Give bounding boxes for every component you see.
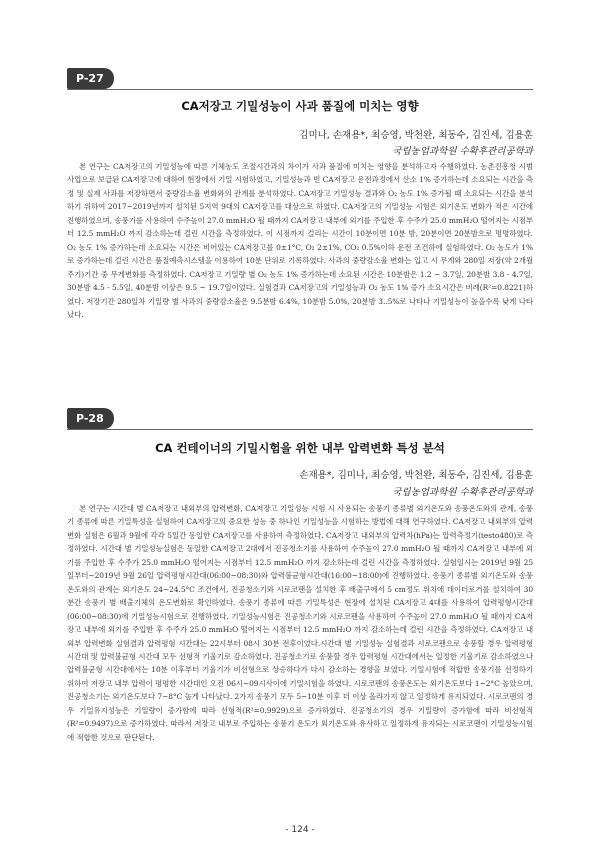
abstract-affiliation: 국립농업과학원 수확후관리공학과 xyxy=(392,146,533,157)
section-divider xyxy=(67,429,533,430)
abstract-affiliation: 국립농업과학원 수확후관리공학과 xyxy=(392,487,533,498)
abstract-authors: 김미나, 손재용*, 최승영, 박천완, 최동수, 김진세, 김용훈 xyxy=(299,130,533,141)
abstract-tag: P-28 xyxy=(67,408,114,429)
abstract-body: 본 연구는 시간대 별 CA저장고 내외부의 압력변화, CA저장고 기밀성능 시험 시 사용되는 송풍기 종류별 외기온도와 송풍온도와의 관계, 송풍기 종류에 따른 기밀특성을 실험하여 CA저장고의 중요한 성능 중 하나인 기밀성능을 시험하는 방법에 대해 연구하였다. CA저장고 내외부의 압력변화 실험은 6월과 9월에 각각 5일간 동일한 CA저장고를 사용하여 측정하였다. CA저장고 내외부의 압력차(hPa)는 압력측정기(testo480)로 측정하였다. 시간대 별 기밀성능실험은 동일한 CA저장고 2대에서 진공청소기를 사용하여 수주높이 27.0 mmH₂O 될 때까지 CA저장고 내부에 외기를 주입한 후 수주가 25.0 mmH₂O 떨어지는 시점부터 12.5 mmH₂O 까지 감소하는데 걸린 시간을 측정하였다. 실험일시는 2019년 9월 25일부터~2019년 9월 26일 압력평형시간대(06:00~08:30)와 압력불균형시간대(16:00~18:00)에 진행하였다. 송풍기 종류별 외기온도와 송풍온도와의 관계는 외기온도 24~24.5°C 조건에서, 진공청소기와 시로코팬을 설치한 후 배출구에서 5 cm정도 위치에 데이터로거를 설치하여 30분간 송풍기 별 배출기체의 온도변화로 확인하였다. 송풍기 종류에 따른 기밀특성은 현장에 설치된 CA저장고 4대를 사용하여 압력평형시간대(06:00~08:30)에 기밀성능시험으로 진행하였다. 기밀성능시험은 진공청소기와 시로코팬을 사용하여 수주높이 27.0 mmH₂O 될 때까지 CA저장고 내부에 외기를 주입한 후 수주가 25.0 mmH₂O 떨어지는 시점부터 12.5 mmH₂O 까지 감소하는데 걸린 시간을 측정하였다. CA저장고 내외부 압력변화 실험결과 압력평형 시간대는 22시부터 08시 30분 전후이었다.시간대 별 기밀성능 실험결과 시로코팬으로 송풍할 경우 압력평형 시간대 및 압력불균형 시간대 모두 선형적 기울기로 감소하였다. 진공청소기로 송풍할 경우 압력평형 시간대에서는 일정한 기울기로 감소하였으나 압력불균형 시간대에서는 10분 이후부터 기울기가 비선형으로 상승하다가 다시 감소하는 경향을 보였다. 기밀시험에 적합한 송풍기를 선정하기 위하여 저장고 내부 압력이 평평한 시간대인 오전 06시~09시사이에 기밀시험을 하였다. 시로코팬의 송풍온도는 외기온도보다 1~2°C 높았으며, 진공청소기는 외기온도보다 7~8°C 높게 나타났다. 2가지 송풍기 모두 5~10분 이후 더 이상 올라가지 않고 일정하게 유지되었다. 시로코팬의 경우 기밀유지성능은 기밀량이 증가함에 따라 선형적(R²=0.9929)으로 증가하였다. 진공청소기의 경우 기밀량이 증가함에 따라 비선형적(R²=0.9497)으로 증가하였다. 따라서 저장고 내부로 주입하는 송풍기 온도가 외기온도와 유사하고 일정하게 유지되는 시로코팬이 기밀성능시험에 적합한 것으로 판단된다. xyxy=(67,504,533,742)
abstract-title: CA저장고 기밀성능이 사과 품질에 미치는 영향 xyxy=(181,99,419,113)
section-divider xyxy=(67,89,533,90)
abstract-tag: P-27 xyxy=(67,68,114,89)
abstract-body: 본 연구는 CA저장고의 기밀성능에 따른 기체농도 조절시간과의 차이가 사과 품질에 미치는 영향을 분석하고자 수행하였다. 농촌진흥청 시범사업으로 보급된 CA저장고에 대하여 현장에서 기밀 시험하였고, 기밀성능과 빈 CA저장고 운전과정에서 산소 1% 증가하는데 소요되는 시간을 측정 및 실제 사과를 저장하면서 중량감소율 변화와의 관계를 분석하였다. CA저장고 기밀성능 결과와 O₂ 농도 1% 증가될 때 소요되는 시간을 분석하기 위하여 2017~2019년까지 설치된 5지역 9대의 CA저장고를 대상으로 하였다. CA저장고의 기밀성능 시험은 외기온도 변화가 적은 시간에 진행하였으며, 송풍기를 사용하여 수주높이 27.0 mmH₂O 될 때까지 CA저장고 내부에 외기를 주입한 후 수주가 25.0 mmH₂O 떨어지는 시점부터 12.5 mmH₂O 까지 감소하는데 걸린 시간을 측정하였다. 이 시점까지 걸리는 시간이 10분이면 10분 밤, 20분이면 20분밤으로 명명하였다. O₂ 농도 1% 증가하는데 소요되는 시간은 비어있는 CA저장고를 0±1°C, O₂ 2±1%, CO₂ 0.5%이하 운전 조건하에 실험하였다. O₂ 농도가 1%로 증가하는데 걸린 시간은 품질예측시스템을 이용하여 10분 단위로 기록하였다. 사과의 중량감소율 변화는 입고 시 무게와 280일 저장(약 2개월 주기)기간 중 무게변화를 측정하였다. CA저장고 기밀량 별 O₂ 농도 1% 증가하는데 소요된 시간은 10분밤은 1.2 ~ 3.7일, 20분밤 3.8 - 4.7일, 30분밤 4.5 - 5.5일, 40분밤 이상은 9.5 ~ 19.7일이었다. 실험결과 CA저장고의 기밀성능과 O₂ 농도 1% 증가 소요시간은 비례(R²=0.8221)하였다. 저장기간 280일차 기밀량 별 사과의 중량감소율은 9.5분밤 6.4%, 10분밤 5.0%, 20분밤 3..5%로 나타나 기밀성능이 높을수록 낮게 나타났다. xyxy=(67,162,533,319)
abstract-title: CA 컨테이너의 기밀시험을 위한 내부 압력변화 특성 분석 xyxy=(155,441,445,455)
page-number: - 124 - xyxy=(285,825,315,835)
abstract-authors: 손재용*, 김미나, 최승영, 박천완, 최동수, 김진세, 김용훈 xyxy=(299,470,533,481)
